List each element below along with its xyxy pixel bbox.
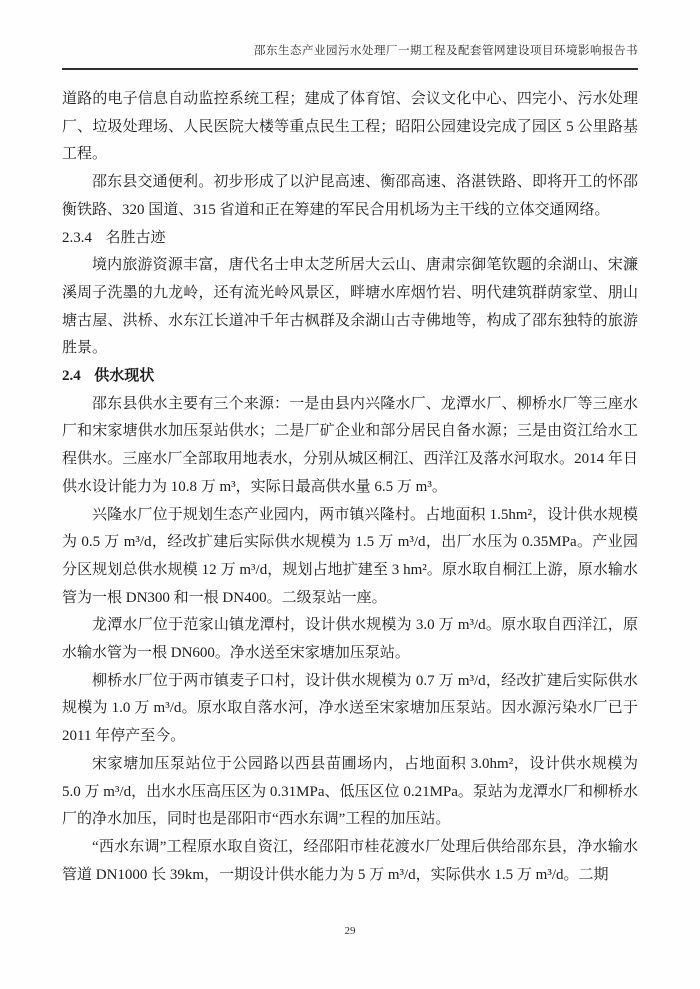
paragraph-west-water-east-project: “西水东调”工程原水取自资江，经邵阳市桂花渡水厂处理后供给邵东县，净水输水管道 DN1000 长 39km，一期设计供水能力为 5 万 m³/d，实际供水 1.5 万 m³/d。二期 [62, 838, 638, 883]
document-body [62, 86, 638, 889]
paragraph-infrastructure: 道路的电子信息自动监控系统工程；建成了体育馆、会议文化中心、四完小、污水处理厂、垃圾处理场、人民医院大楼等重点民生工程；昭阳公园建设完成了园区 5 公里路基工程。 [62, 91, 638, 163]
section-title: 供水现状 [94, 368, 155, 385]
page-footer [0, 925, 700, 937]
running-header-title: 邵东生态产业园污水处理厂一期工程及配套管网建设项目环境影响报告书 [254, 45, 638, 57]
paragraph-transport: 邵东县交通便利。初步形成了以沪昆高速、衡邵高速、洛湛铁路、即将开工的怀邵衡铁路、320 国道、315 省道和正在筹建的军民合用机场为主干线的立体交通网络。 [62, 174, 638, 218]
section-heading-water-supply [62, 363, 638, 391]
page-number: 29 [344, 925, 356, 937]
header-rule [62, 68, 638, 70]
paragraph-water-sources: 邵东县供水主要有三个来源：一是由县内兴隆水厂、龙潭水厂、柳桥水厂等三座水厂和宋家塘供水加压泵站供水；二是厂矿企业和部分居民自备水源；三是由资江给水工程供水。三座水厂全部取用地表水，分别从城区桐江、西洋江及落水河取水。2014 年日供水设计能力为 10.8 万 m³，实际日最高供水量 6.5 万 m³。 [62, 395, 638, 495]
section-number: 2.4 [62, 368, 81, 385]
paragraph-songjiatang-station: 宋家塘加压泵站位于公园路以西县苗圃场内，占地面积 3.0hm²，设计供水规模为 5.0 万 m³/d，出水水压高压区为 0.31MPa、低压区位 0.21MPa。泵站为龙潭水厂和柳桥水厂的净水加压，同时也是邵阳市“西水东调”工程的加压站。 [62, 755, 638, 828]
paragraph-liuqiao-plant: 柳桥水厂位于两市镇麦子口村，设计供水规模为 0.7 万 m³/d，经改扩建后实际供水规模为 1.0 万 m³/d。原水取自落水河，净水送至宋家塘加压泵站。因水源污染水厂已于 2011 年停产至今。 [62, 672, 638, 745]
paragraph-xinglong-plant: 兴隆水厂位于规划生态产业园内，两市镇兴隆村。占地面积 1.5hm²，设计供水规模为 0.5 万 m³/d，经改扩建后实际供水规模为 1.5 万 m³/d，出厂水压为 0.35MPa。产业园分区规划总供水规模 12 万 m³/d，规划占地扩建至 3 hm²。原水取自桐江上游，原水输水管为一根 DN300 和一根 DN400。二级泵站一座。 [62, 506, 638, 606]
section-heading-scenic-spots [62, 225, 638, 253]
paragraph-longtan-plant: 龙潭水厂位于范家山镇龙潭村，设计供水规模为 3.0 万 m³/d。原水取自西洋江，原水输水管为一根 DN600。净水送至宋家塘加压泵站。 [62, 617, 638, 662]
section-title: 名胜古迹 [105, 229, 166, 246]
paragraph-tourism: 境内旅游资源丰富，唐代名士申太芝所居大云山、唐肃宗御笔钦题的余湖山、宋濂溪周子洗墨的九龙岭，还有流光岭风景区，畔塘水库烟竹岩、明代建筑群荫家堂、朋山塘古屋、洪桥、水东江长道冲千年古枫群及余湖山古寺佛地等，构成了邵东独特的旅游胜景。 [62, 257, 638, 357]
section-number: 2.3.4 [62, 229, 92, 246]
page-header [62, 0, 638, 70]
